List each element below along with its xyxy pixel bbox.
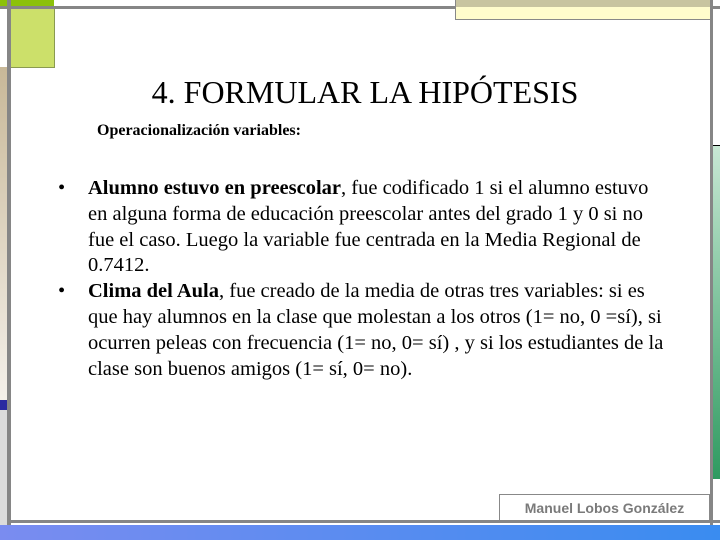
bullet-icon: • bbox=[58, 280, 66, 303]
left-blue-block bbox=[0, 400, 7, 410]
right-green-gradient bbox=[713, 145, 720, 479]
green-block bbox=[11, 9, 55, 68]
bullet-term: Clima del Aula bbox=[88, 280, 219, 303]
author-label: Manuel Lobos González bbox=[499, 494, 710, 520]
bullet-item bbox=[58, 279, 668, 382]
slide-title: 4. FORMULAR LA HIPÓTESIS bbox=[151, 74, 579, 110]
bullet-icon: • bbox=[58, 177, 66, 199]
bullet-list bbox=[58, 176, 668, 382]
slide-subtitle: Operacionalización variables: bbox=[97, 122, 301, 139]
top-right-box bbox=[455, 0, 713, 20]
bullet-text: , fue codificado 1 si el alumno estuvo en alguna forma de educación preescolar antes del grado 1 y 0 si no fue el caso. Luego la variable fue centrada en la Media Regional de 0.7412. bbox=[88, 177, 649, 277]
bullet-term: Alumno estuvo en preescolar bbox=[88, 177, 342, 199]
bullet-item bbox=[58, 176, 668, 279]
left-gray-block bbox=[0, 410, 7, 540]
bottom-blue-strip bbox=[0, 525, 720, 540]
left-tan-gradient bbox=[0, 67, 7, 400]
bullet-text: , fue creado de la media de otras tres variables: si es que hay alumnos en la clase que molestan a los otros (1= no, 0 =sí), si ocurren peleas con frecuencia (1= no, 0= sí) , y si los estudiantes de la clase son buenos amigos (1= sí, 0= no). bbox=[88, 280, 664, 380]
